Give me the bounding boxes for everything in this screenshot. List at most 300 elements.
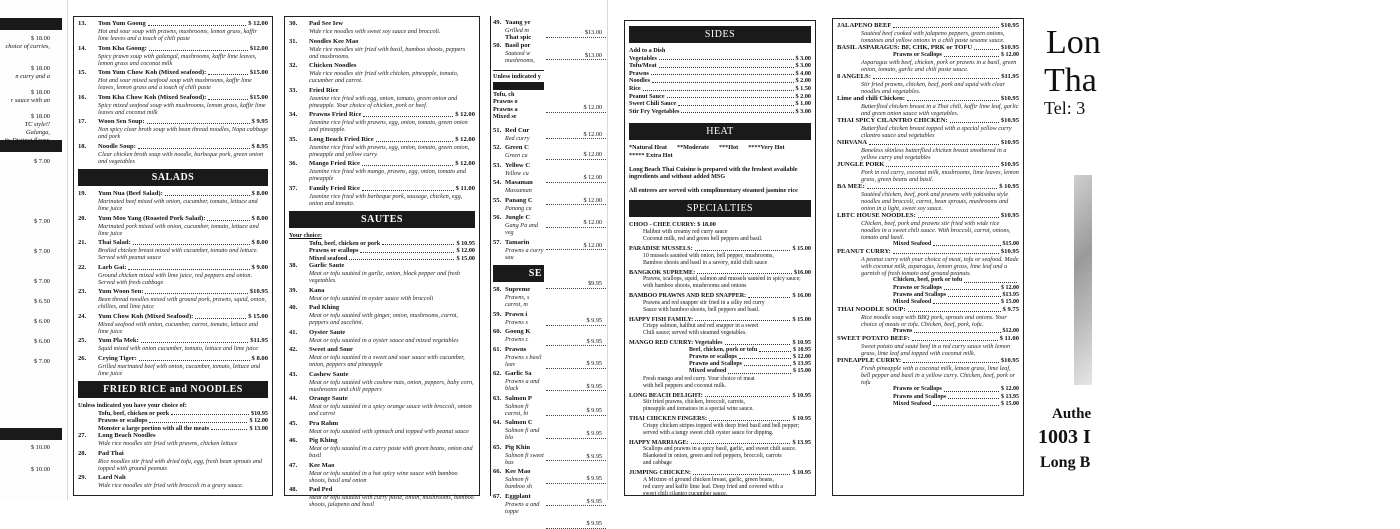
dot-leader — [362, 160, 453, 166]
item-description: Prawns a and toppe — [505, 500, 540, 515]
item-name-row — [629, 100, 811, 108]
sub-price-row — [837, 292, 1019, 299]
item-price: $ 13.95 — [793, 361, 811, 368]
mango-sub-list — [629, 347, 811, 376]
house-special — [837, 183, 1019, 212]
item-description: sweet chili cilantro cucumber sauce. — [643, 491, 728, 498]
section-header-seafood: SE — [493, 265, 544, 282]
item-name: Beef, chicken, pork or tofu — [689, 346, 758, 353]
dot-leader — [667, 93, 794, 99]
panel-4-right-prices — [546, 16, 606, 528]
item-price: $ 12.00 — [248, 20, 268, 27]
item-description: Crispy chicken stripes topped with deep fried basil and bell pepper; — [643, 422, 800, 429]
item-description: Ground chicken mixed with lime juice, red peppers and onion. Served with fresh cabbage — [98, 271, 253, 286]
item-name-row — [629, 62, 811, 70]
dot-leader — [944, 285, 999, 290]
item-body — [505, 197, 544, 212]
item-description: Stir fried prawns, chicken, beef, pork and squid with clear noodles and vegetables. — [861, 81, 1006, 96]
sub-price-row — [837, 328, 1019, 335]
item-name: Prawns or Scallops — [893, 284, 942, 291]
price-text: $ 7.00 — [34, 218, 50, 225]
item-body — [505, 444, 544, 466]
item-name-row — [98, 410, 268, 418]
specialty-item — [629, 221, 811, 243]
item-price: $ 12.00 — [793, 354, 811, 361]
item-name: CHOO - CHEE CURRY: $ 18.00 — [629, 221, 716, 229]
item-price: $ 13.00 — [249, 424, 268, 432]
item-name: Prawns — [505, 345, 527, 353]
item-description: Prawns s — [505, 318, 528, 326]
item-description: red curry and kaffir lime leaf. Deep fried and covered with a — [643, 484, 783, 491]
dot-leader — [693, 469, 790, 475]
dot-leader — [964, 277, 1017, 282]
price-text: $ 9.95 — [546, 407, 606, 416]
house-special — [837, 306, 1019, 335]
item-name: Garlic Saute — [309, 262, 345, 270]
panel-4-left-strip — [490, 16, 546, 515]
item-name: Tamarin — [505, 238, 530, 246]
item-body — [98, 94, 268, 116]
item-description: with bell peppers and coconut milk. — [643, 382, 727, 389]
item-name-row — [98, 20, 268, 28]
item-body — [98, 288, 268, 310]
item-name-row — [98, 239, 268, 247]
item-name: MANGO RED CURRY: Vegetables — [629, 339, 723, 347]
side-row — [629, 93, 811, 101]
item-price: $ 1.00 — [795, 100, 811, 108]
item-body — [309, 395, 475, 417]
item-name-row — [837, 117, 1019, 125]
item-name-row — [629, 269, 811, 277]
item-name-row — [98, 215, 268, 223]
item-name: Eggplant — [505, 492, 531, 500]
price-text: $ 7.00 — [34, 158, 50, 165]
house-special — [837, 357, 1019, 408]
item-price: $ 8.95 — [251, 142, 268, 150]
item-price: $15.00 — [249, 93, 268, 101]
heat-level: ***Hot — [718, 144, 739, 152]
item-description: Jasmine rice fried with prawns, egg, onion, tomato, green onion and pineapple. — [309, 119, 468, 133]
item-name: Tofu, beef, chicken or pork — [98, 409, 170, 417]
curry-list — [493, 127, 544, 264]
page-fold — [67, 0, 68, 500]
item-description: Meat or tofu sautéed in a sweet and sour sauce with cucumber, onion, peppers and pineapple — [309, 354, 465, 369]
item-name: Prawns or scallops — [689, 354, 737, 361]
item-number: 34. — [289, 111, 298, 118]
item-description: Massaman — [505, 187, 532, 195]
item-description: Marinated beef mixed with onion, cucumber, tomato, lettuce and lime juice — [98, 198, 258, 212]
dot-leader — [950, 117, 999, 123]
menu-item — [78, 474, 268, 489]
menu-item — [493, 19, 544, 34]
item-name: Noodles — [629, 77, 650, 85]
cover-phone: Tel: 3 — [1044, 98, 1086, 118]
menu-item — [78, 264, 268, 286]
item-description: Meat or tofu sautéed with cashew nuts, onion, peppers, baby corn, mushrooms and chili peppers — [309, 378, 474, 393]
item-price: $ 8.00 — [251, 214, 268, 222]
item-number: 31. — [289, 37, 298, 45]
choice-row — [289, 240, 475, 248]
menu-item — [78, 215, 268, 237]
cover-photo — [1074, 175, 1092, 385]
item-description: Meat or tofu sautéed in a oyster sauce and mixed vegetables — [309, 336, 459, 344]
item-name-row — [98, 45, 268, 53]
item-name: Salmon P — [505, 394, 532, 402]
heat-level: ***** Extra Hot — [629, 151, 673, 159]
item-name: NIRVANA — [837, 139, 868, 147]
heat-note-rice: All entrees are served with complimentary steamed jasmine rice — [629, 186, 798, 194]
item-name-row — [309, 247, 475, 255]
item-name: Kee Mao — [505, 468, 531, 476]
item-price: $ 15.00 — [792, 315, 811, 323]
item-body — [505, 34, 544, 42]
item-price: $ 3.00 — [795, 54, 811, 62]
item-description: Fresh pineapple with a coconut milk, lemon grass, lime leaf, bell pepper and basil in a yellow curry. Chicken, beef, pork or tofu — [861, 365, 1015, 387]
dot-leader — [171, 410, 249, 416]
item-name: Tom Yum Goong — [98, 20, 146, 27]
item-description: Sautéed chicken, beef, pork and prawns with yakisoba style noodles and broccoli, carrot, bean sprouts, mushrooms and onion in a light, sweet soy sauce. — [861, 191, 1009, 213]
item-price: $15.00 — [249, 69, 268, 76]
item-description: Red curry — [505, 134, 530, 142]
spacer — [78, 165, 268, 168]
item-name: Larb Gai: — [98, 263, 127, 271]
item-body — [309, 111, 475, 133]
item-name-row — [98, 417, 268, 425]
dot-leader — [697, 269, 792, 275]
item-name-row — [837, 212, 1019, 220]
menu-item — [78, 450, 268, 472]
item-description: Wide rice noodles stir fried with broccoli in a gravy sauce. — [98, 482, 244, 490]
dot-leader — [907, 95, 999, 101]
item-description: Clear chicken broth soup with noodle, barbeque pork, green onion and vegetables — [98, 150, 264, 165]
item-number: 32. — [289, 62, 298, 69]
item-name-row — [629, 55, 811, 63]
item-name-row — [629, 93, 811, 101]
choice-row — [78, 417, 268, 425]
item-body — [98, 474, 268, 489]
item-number: 42. — [289, 346, 298, 354]
item-number: 30. — [289, 20, 298, 27]
price-text: $9.95 — [546, 280, 606, 289]
item-body — [505, 179, 544, 194]
item-name: Kana — [309, 286, 325, 294]
item-description: Sautéed beef cooked with jalapeno peppers, green onions, tomatoes and yellow onions in a chili paste sesame sauce. — [861, 30, 1005, 44]
item-price: $10.95 — [1000, 117, 1019, 125]
item-name: Jungle C — [505, 214, 531, 222]
menu-item — [78, 190, 268, 212]
menu-item — [78, 239, 268, 261]
item-description: Sweet potato and sauté beef in a red curry sauce with lemon grass, lime leaf and topped with coconut milk. — [861, 343, 1011, 358]
item-description: Marinated pork mixed with onion, cucumber, tomato, lettuce and lime juice — [98, 222, 259, 237]
item-description: Sauce with bamboo shoots, bell peppers and basil. — [643, 306, 760, 313]
price-text: $ 12.00 — [546, 174, 606, 183]
price-text: $ 12.00 — [546, 219, 606, 228]
item-price: $ 10.95 — [792, 391, 811, 399]
item-description: Grilled m — [505, 27, 529, 34]
fried-choice-list — [78, 410, 268, 433]
menu-item — [493, 34, 544, 42]
item-description: A Mixture of ground chicken breast, garlic, green beans, — [643, 477, 774, 484]
item-name: Lime and chili Chicken: — [837, 95, 905, 103]
item-name: LONG BEACH DELIGHT: — [629, 391, 703, 399]
price-text: $ 9.95 — [546, 317, 606, 326]
item-number: 41. — [289, 328, 298, 336]
item-number: 59. — [493, 310, 502, 318]
item-number: 17. — [78, 118, 87, 125]
item-description: Asparagus with beef, chicken, pork or prawns in a basil, green onion, tomato, garlic and chili paste sauce. — [861, 59, 1017, 74]
item-body — [98, 432, 268, 447]
dot-leader — [145, 288, 247, 294]
cover-authentic: Authe — [1052, 406, 1092, 422]
dot-leader — [908, 306, 1001, 312]
section-header-bar — [0, 428, 62, 440]
price-text: $ 18.00 — [30, 113, 50, 120]
item-body — [309, 185, 475, 207]
menu-item — [289, 420, 475, 435]
house-special — [837, 95, 1019, 117]
dot-leader — [139, 355, 250, 361]
menu-item — [78, 20, 268, 42]
dot-leader — [678, 100, 793, 106]
price-text: $ 9.95 — [546, 383, 606, 392]
spacer — [78, 489, 268, 492]
dot-leader — [944, 52, 999, 57]
item-name-row — [629, 70, 811, 78]
specialties-list-2 — [629, 392, 811, 498]
specialties-list — [629, 221, 811, 347]
item-name: Mixed Seafood — [893, 241, 932, 248]
dot-leader — [211, 425, 247, 431]
item-body — [309, 304, 475, 326]
dot-leader — [149, 417, 247, 423]
choice-row — [289, 255, 475, 263]
item-name-row — [837, 22, 1019, 30]
cover-title-line-1: Lon — [1046, 24, 1101, 61]
item-body — [309, 20, 475, 35]
sautes-choice-label: Your choice: — [289, 232, 323, 239]
price-text: $ 9.95 — [546, 338, 606, 347]
item-name-row — [98, 264, 268, 272]
dot-leader — [918, 212, 999, 218]
item-body — [505, 214, 544, 236]
item-price: $16.00 — [793, 268, 811, 276]
item-name: HAPPY FISH FAMILY: — [629, 315, 694, 323]
menu-item — [493, 419, 544, 441]
dot-leader — [739, 354, 791, 359]
dot-leader — [195, 313, 246, 319]
item-name-row — [98, 143, 268, 151]
item-name-row — [98, 190, 268, 198]
item-description: Chili sauce; served with steamed vegetables. — [643, 330, 747, 337]
mango-desc — [629, 376, 811, 390]
price-text: $ 9.95 — [546, 453, 606, 462]
dot-leader — [695, 316, 790, 322]
item-name: PINEAPPLE CURRY: — [837, 357, 902, 365]
item-name: Mixed seafood — [689, 368, 727, 375]
item-price: $ 12.00 — [456, 247, 475, 255]
item-name: Pra Rahm — [309, 419, 339, 427]
item-body — [505, 19, 544, 34]
price-text: $ 6.00 — [34, 318, 50, 325]
item-number: 45. — [289, 419, 298, 427]
dot-leader — [933, 401, 999, 406]
item-body — [98, 190, 268, 212]
item-name: Prawns and Scallops — [893, 393, 947, 400]
item-price: $ 11.00 — [999, 335, 1019, 343]
item-name: Yellow C — [505, 161, 531, 169]
item-price: $ 10.95 — [792, 339, 811, 347]
item-description: Chicken, beef, pork and prawns stir fried with wide rice noodles in a sweet chili sauce. With broccoli, carrot, onions, tomato and basil. — [861, 220, 1011, 242]
item-name-row — [309, 160, 475, 168]
item-name: Vegetables — [629, 54, 657, 62]
item-body — [505, 127, 544, 142]
item-description: Fresh mango and red curry. Your choice of meat — [643, 375, 755, 382]
dot-leader — [376, 136, 454, 142]
item-name: Long Beach Noodles — [98, 432, 156, 440]
item-body — [505, 370, 544, 392]
sub-price-row — [837, 52, 1019, 59]
item-description: Halibut with creamy red curry sauce — [643, 228, 728, 235]
item-name-row — [837, 335, 1019, 343]
dot-leader — [207, 215, 249, 221]
menu-cover — [1030, 0, 1101, 500]
dot-leader — [165, 190, 250, 196]
item-price: $ 15.00 — [1001, 400, 1019, 407]
section-header-sides: SIDES — [629, 26, 811, 43]
menu-item — [493, 468, 544, 490]
sub-price-row — [629, 354, 811, 361]
section-header-sautes: SAUTES — [289, 211, 475, 228]
menu-item — [78, 355, 268, 377]
item-price: $ 4.00 — [795, 69, 811, 77]
item-number: 37. — [289, 184, 298, 192]
price-text: $ 6.50 — [34, 298, 50, 305]
item-body — [505, 239, 544, 261]
menu-item — [289, 136, 475, 158]
item-name: Monster a large portion with all the meats — [98, 424, 210, 432]
item-description: Bamboo shoots and basil in a savory, mild chili sauce — [643, 259, 768, 266]
price-text: $ 12.00 — [546, 131, 606, 140]
item-number: 44. — [289, 395, 298, 403]
item-name-row — [837, 161, 1019, 169]
sub-price-row — [837, 241, 1019, 248]
dot-leader — [933, 241, 1000, 246]
item-description: Bean thread noodles mixed with ground pork, prawns, squid, onion, chillies, and lime juice — [98, 296, 267, 310]
item-price: $ 15.00 — [793, 368, 811, 375]
dot-leader — [362, 185, 454, 191]
item-description: Crispy salmon, halibut and red snapper in a sweet — [643, 323, 759, 330]
sub-price-row — [837, 401, 1019, 408]
item-name: Pig Khin — [505, 443, 531, 451]
dot-leader — [208, 69, 248, 75]
item-description: Meat or tofu sautéed in a spicy orange sauce with broccoli, onion and carrot — [309, 403, 472, 418]
item-price: $ 10.95 — [793, 346, 811, 353]
item-price: $ 15.00 — [248, 312, 268, 320]
menu-panel-1 — [0, 0, 66, 500]
item-price: $ 10.95 — [792, 415, 811, 423]
price-text: $ 6.00 — [34, 338, 50, 345]
item-description: Prawns, scallops, squid, salmon and mussels sautéed in spicy sauce; — [643, 276, 801, 283]
dot-leader — [141, 337, 248, 343]
menu-item — [493, 493, 544, 515]
item-price: $10.95 — [1000, 44, 1019, 51]
item-number: 29. — [78, 474, 87, 482]
sub-price-row — [629, 361, 811, 368]
item-description: Yellow cu — [505, 169, 529, 177]
dot-leader — [147, 118, 250, 124]
item-number: 43. — [289, 370, 298, 378]
panel-4-choices — [493, 91, 544, 121]
item-description: pineapple and tomatoes in a special wine sauce. — [643, 406, 754, 413]
item-description: Hot and sour soup with prawns, mushrooms, lemon grass, kaffir lime leaves and a touch of chili paste — [98, 28, 257, 42]
item-name-row — [837, 183, 1019, 191]
item-number: 25. — [78, 337, 87, 344]
price-text: $ 18.00 — [30, 35, 50, 42]
dot-leader — [382, 240, 454, 246]
item-name: PEANUT CURRY: — [837, 248, 891, 256]
item-number: 24. — [78, 312, 87, 320]
house-special — [837, 22, 1019, 44]
item-name: Noodle Soup: — [98, 142, 136, 150]
menu-item — [289, 20, 475, 35]
menu-item — [493, 179, 544, 194]
item-description: Blanketed in onion, green and red peppers, broccoli, carrots — [643, 453, 782, 460]
saute-list — [289, 262, 475, 511]
menu-item — [78, 143, 268, 165]
item-description: Non spicy clear broth soup with bean thread noodles, Napa cabbage and pork — [98, 126, 268, 140]
item-price: $10.95 — [1000, 161, 1019, 169]
dot-leader — [748, 292, 790, 298]
item-name-row — [837, 248, 1019, 256]
item-name-row — [98, 355, 268, 363]
item-description: Gang Pa and veg — [505, 222, 538, 237]
dot-leader — [903, 357, 999, 363]
item-body — [309, 346, 475, 368]
item-name-row — [837, 306, 1019, 314]
menu-item — [493, 395, 544, 417]
dot-leader — [659, 55, 794, 61]
item-number: 65. — [493, 443, 502, 451]
menu-item — [493, 42, 544, 64]
menu-item — [289, 185, 475, 207]
side-row — [629, 62, 811, 70]
saute-choice-list — [289, 240, 475, 263]
section-header-specialties: SPECIALTIES — [629, 200, 811, 217]
item-price: $10.95 — [1000, 139, 1019, 147]
item-number: 67. — [493, 492, 502, 500]
item-name: Prawns — [629, 69, 649, 77]
item-price: $10.95 — [1000, 95, 1019, 103]
item-number: 16. — [78, 93, 87, 101]
section-header-bar — [0, 140, 62, 152]
item-name-row — [837, 44, 1019, 52]
price-text: $ 7.00 — [34, 278, 50, 285]
item-price: $ 9.00 — [251, 263, 268, 271]
dot-leader — [728, 368, 791, 373]
item-name-row — [309, 240, 475, 248]
item-name: Tofu, beef, chicken or pork — [309, 239, 381, 247]
item-name: Chicken Noodles — [309, 62, 357, 69]
item-description: Rice noodle soup with BBQ pork, sprouts and onions. Your choice of meats or tofu. Chicken, beef, pork, tofu. — [861, 314, 1007, 329]
item-price: $12.00 — [249, 44, 268, 52]
item-price: $ 12.00 — [1001, 52, 1019, 58]
item-price: $ 15.00 — [792, 244, 811, 252]
price-text: $ 10.00 — [30, 444, 50, 451]
dot-leader — [651, 70, 794, 76]
item-number: 39. — [289, 286, 298, 294]
item-body — [98, 69, 268, 91]
menu-item — [493, 444, 544, 466]
